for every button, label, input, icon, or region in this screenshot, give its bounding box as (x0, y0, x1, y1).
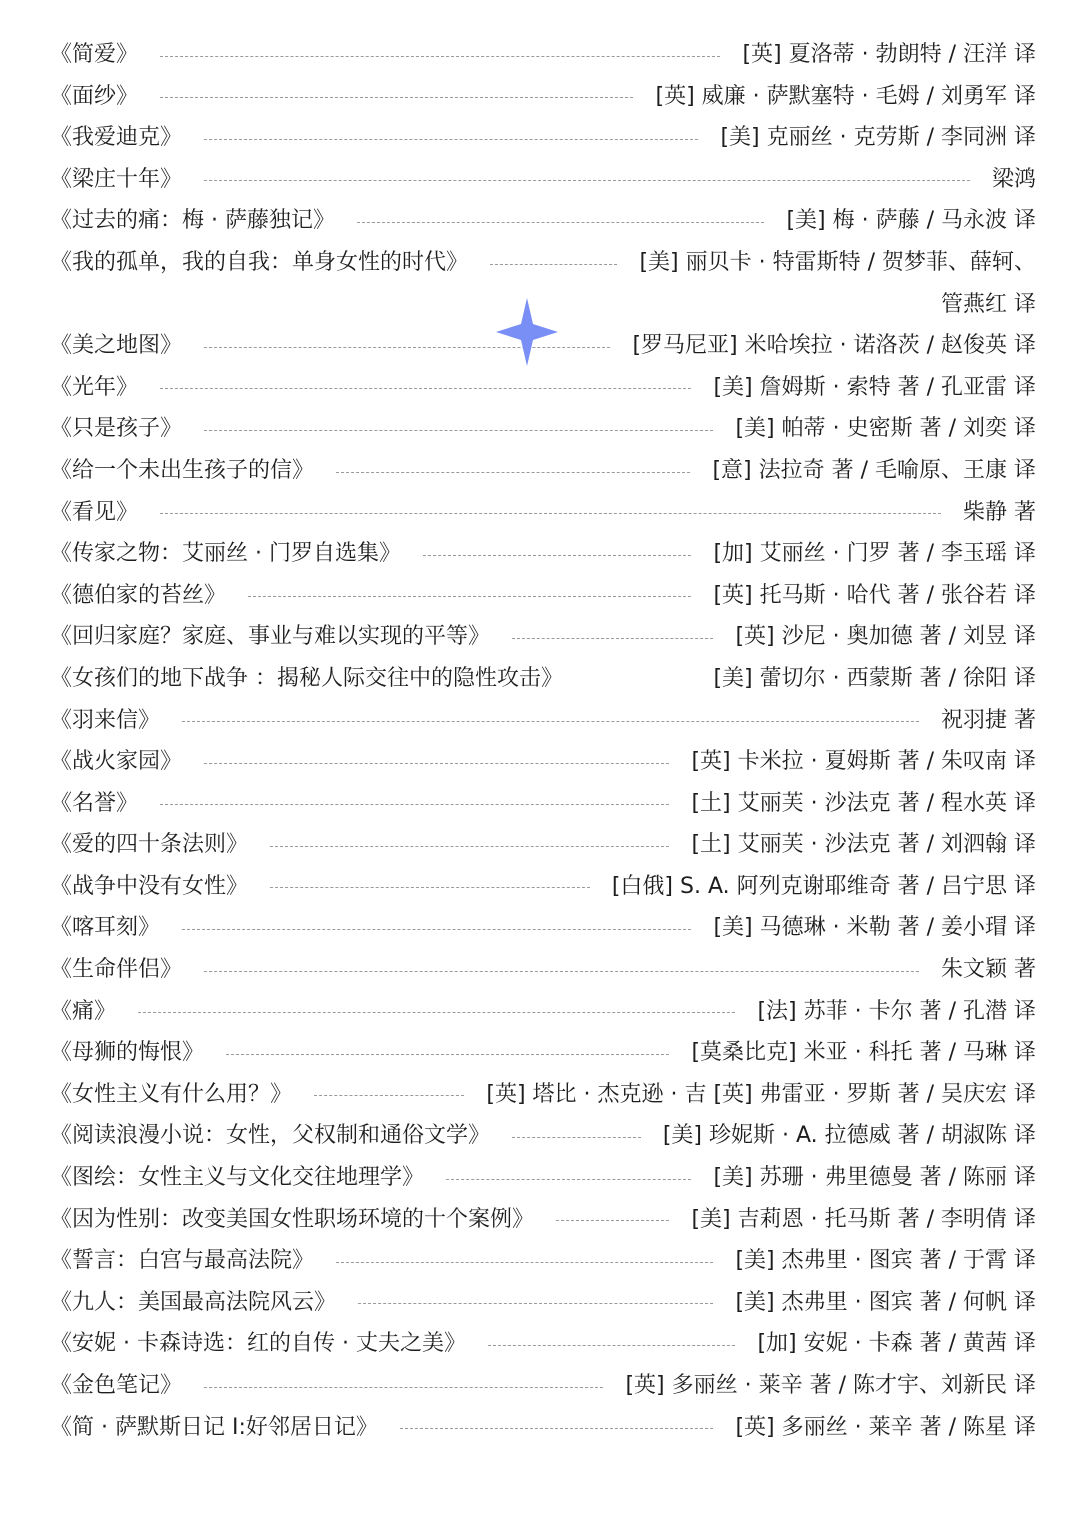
book-list (50, 34, 1036, 1448)
book-row-12 (50, 575, 1036, 617)
dotted-leader (204, 1387, 603, 1388)
book-title: 《只是孩子》 (50, 416, 183, 442)
book-row-2 (50, 117, 1036, 159)
book-title: 《光年》 (50, 374, 139, 400)
book-credit: [英] 多丽丝 · 莱辛 著 / 陈星 译 (735, 1414, 1036, 1440)
book-title: 《我爱迪克》 (50, 125, 183, 151)
book-credit: [美] 帕蒂 · 史密斯 著 / 刘奕 译 (735, 416, 1036, 442)
book-row-20 (50, 907, 1036, 949)
book-credit: [美] 克丽丝 · 克劳斯 / 李同洲 译 (720, 125, 1036, 151)
book-credit: [美] 珍妮斯 · A. 拉德威 著 / 胡淑陈 译 (662, 1123, 1036, 1149)
book-title: 《喀耳刻》 (50, 915, 161, 941)
book-title: 《德伯家的苔丝》 (50, 582, 227, 608)
book-title: 《爱的四十条法则》 (50, 832, 249, 858)
book-row-18 (50, 824, 1036, 866)
book-credit: 柴静 著 (963, 499, 1036, 525)
book-credit: [英] 沙尼 · 奥加德 著 / 刘昱 译 (735, 624, 1036, 650)
book-credit: [英] 塔比 · 杰克逊 · 吉 [英] 弗雷亚 · 罗斯 著 / 吴庆宏 译 (486, 1081, 1036, 1107)
book-row-17 (50, 783, 1036, 825)
star-sparkle-icon (496, 298, 558, 366)
book-title: 《传家之物：艾丽丝 · 门罗自选集》 (50, 541, 401, 567)
dotted-leader (556, 1220, 669, 1221)
book-row-30 (50, 1323, 1036, 1365)
book-title: 《战争中没有女性》 (50, 873, 249, 899)
book-credit: [土] 艾丽芙 · 沙法克 著 / 程水英 译 (691, 790, 1036, 816)
dotted-leader (512, 638, 713, 639)
book-credit: 梁鸿 (991, 166, 1036, 192)
book-title: 《金色笔记》 (50, 1373, 183, 1398)
dotted-leader (512, 1137, 641, 1138)
book-credit: 祝羽捷 著 (941, 707, 1036, 733)
dotted-leader (270, 887, 590, 888)
book-row-28 (50, 1240, 1036, 1282)
book-credit: [美] 梅 · 萨藤 / 马永波 译 (786, 208, 1036, 234)
book-row-13 (50, 616, 1036, 658)
book-title: 《生命伴侣》 (50, 957, 183, 983)
book-row-9 (50, 450, 1036, 492)
book-credit: [加] 艾丽丝 · 门罗 著 / 李玉瑶 译 (713, 541, 1036, 567)
dotted-leader (423, 555, 691, 556)
book-row-19 (50, 866, 1036, 908)
book-credit: [土] 艾丽芙 · 沙法克 著 / 刘泗翰 译 (691, 832, 1036, 858)
book-credit: [英] 多丽丝 · 莱辛 著 / 陈才宇、刘新民 译 (625, 1373, 1036, 1398)
dotted-leader (182, 929, 691, 930)
book-title: 《战火家园》 (50, 749, 183, 775)
dotted-leader (204, 971, 919, 972)
book-row-32 (50, 1407, 1036, 1449)
dotted-leader (314, 1095, 464, 1096)
book-credit: [英] 夏洛蒂 · 勃朗特 / 汪洋 译 (742, 42, 1036, 67)
book-row-22 (50, 991, 1036, 1033)
book-row-15 (50, 700, 1036, 742)
book-title: 《过去的痛：梅 · 萨藤独记》 (50, 208, 335, 234)
dotted-leader (138, 1012, 735, 1013)
dotted-leader (160, 388, 691, 389)
book-title: 《因为性别：改变美国女性职场环境的十个案例》 (50, 1206, 535, 1232)
book-row-3 (50, 159, 1036, 201)
book-row-29 (50, 1282, 1036, 1324)
dotted-leader (204, 180, 970, 181)
book-title: 《看见》 (50, 499, 139, 525)
book-credit: [美] 杰弗里 · 图宾 著 / 于霄 译 (735, 1248, 1036, 1274)
book-title: 《羽来信》 (50, 707, 161, 733)
dotted-leader (204, 139, 698, 140)
book-credit: [美] 蕾切尔 · 西蒙斯 著 / 徐阳 译 (713, 665, 1036, 691)
book-row-16 (50, 741, 1036, 783)
dotted-leader (357, 222, 764, 223)
book-title: 《名誉》 (50, 790, 139, 816)
dotted-leader (336, 472, 690, 473)
book-credit: [意] 法拉奇 著 / 毛喻原、王康 译 (712, 457, 1036, 483)
book-credit-continued: 管燕红 译 (941, 291, 1036, 317)
book-title: 《梁庄十年》 (50, 166, 183, 192)
book-credit: [美] 杰弗里 · 图宾 著 / 何帆 译 (735, 1289, 1036, 1315)
book-credit: 朱文颖 著 (941, 957, 1036, 983)
dotted-leader (182, 721, 919, 722)
book-credit: [美] 马德琳 · 米勒 著 / 姜小瑁 译 (713, 915, 1036, 941)
dotted-leader (358, 1303, 713, 1304)
book-row-25 (50, 1115, 1036, 1157)
book-credit: [美] 吉莉恩 · 托马斯 著 / 李明倩 译 (691, 1206, 1036, 1232)
book-title: 《女性主义有什么用？》 (50, 1081, 293, 1107)
dotted-leader (160, 804, 669, 805)
dotted-leader (400, 1428, 714, 1429)
book-credit: [莫桑比克] 米亚 · 科托 著 / 马琳 译 (691, 1040, 1036, 1066)
book-credit: [罗马尼亚] 米哈埃拉 · 诺洛茨 / 赵俊英 译 (632, 333, 1036, 359)
book-title: 《母狮的悔恨》 (50, 1040, 205, 1066)
book-row-27 (50, 1199, 1036, 1241)
dotted-leader (336, 1262, 713, 1263)
book-row-8 (50, 408, 1036, 450)
book-title: 《誓言：白宫与最高法院》 (50, 1248, 315, 1274)
book-row-31 (50, 1365, 1036, 1407)
book-title: 《女孩们的地下战争 ：揭秘人际交往中的隐性攻击》 (50, 665, 563, 691)
book-title: 《美之地图》 (50, 333, 183, 359)
book-row-21 (50, 949, 1036, 991)
book-title: 《痛》 (50, 998, 117, 1024)
book-row-4 (50, 200, 1036, 242)
dotted-leader (204, 430, 713, 431)
star-sparkle-shape (496, 298, 558, 366)
book-title: 《我的孤单，我的自我：单身女性的时代》 (50, 249, 469, 275)
book-credit: [英] 托马斯 · 哈代 著 / 张谷若 译 (713, 582, 1036, 608)
book-credit: [白俄] S. A. 阿列克谢耶维奇 著 / 吕宁思 译 (611, 873, 1036, 899)
book-row-10 (50, 492, 1036, 534)
book-credit: [加] 安妮 · 卡森 著 / 黄茜 译 (757, 1331, 1036, 1357)
book-title: 《图绘：女性主义与文化交往地理学》 (50, 1165, 425, 1191)
book-credit: [英] 卡米拉 · 夏姆斯 著 / 朱叹南 译 (691, 749, 1036, 775)
book-row-26 (50, 1157, 1036, 1199)
book-title: 《简爱》 (50, 42, 139, 67)
dotted-leader (248, 596, 691, 597)
book-credit: [美] 丽贝卡 · 特雷斯特 / 贺梦菲、薛轲、 (639, 249, 1036, 275)
book-credit: [美] 苏珊 · 弗里德曼 著 / 陈丽 译 (713, 1165, 1036, 1191)
book-row-5 (50, 242, 1036, 284)
dotted-leader (226, 1054, 669, 1055)
book-row-11 (50, 533, 1036, 575)
book-title: 《给一个未出生孩子的信》 (50, 457, 315, 483)
book-title: 《安妮 · 卡森诗选：红的自传 · 丈夫之美》 (50, 1331, 466, 1357)
book-row-1 (50, 76, 1036, 118)
dotted-leader (490, 264, 617, 265)
dotted-leader (204, 763, 669, 764)
dotted-leader (270, 846, 669, 847)
dotted-leader (160, 513, 941, 514)
book-row-0 (50, 34, 1036, 76)
book-row-24 (50, 1074, 1036, 1116)
book-row-7 (50, 367, 1036, 409)
book-title: 《九人：美国最高法院风云》 (50, 1289, 337, 1315)
book-title: 《回归家庭？家庭、事业与难以实现的平等》 (50, 624, 491, 650)
book-row-23 (50, 1032, 1036, 1074)
dotted-leader (160, 56, 720, 57)
book-credit: [法] 苏菲 · 卡尔 著 / 孔潜 译 (757, 998, 1036, 1024)
book-credit: [英] 威廉 · 萨默塞特 · 毛姆 / 刘勇军 译 (655, 83, 1036, 109)
dotted-leader (446, 1179, 691, 1180)
book-credit: [美] 詹姆斯 · 索特 著 / 孔亚雷 译 (713, 374, 1036, 400)
dotted-leader (160, 97, 633, 98)
dotted-leader (488, 1345, 736, 1346)
book-title: 《阅读浪漫小说：女性，父权制和通俗文学》 (50, 1123, 491, 1149)
book-title: 《面纱》 (50, 83, 139, 109)
book-title: 《简 · 萨默斯日记 I:好邻居日记》 (50, 1414, 378, 1440)
book-row-14 (50, 658, 1036, 700)
